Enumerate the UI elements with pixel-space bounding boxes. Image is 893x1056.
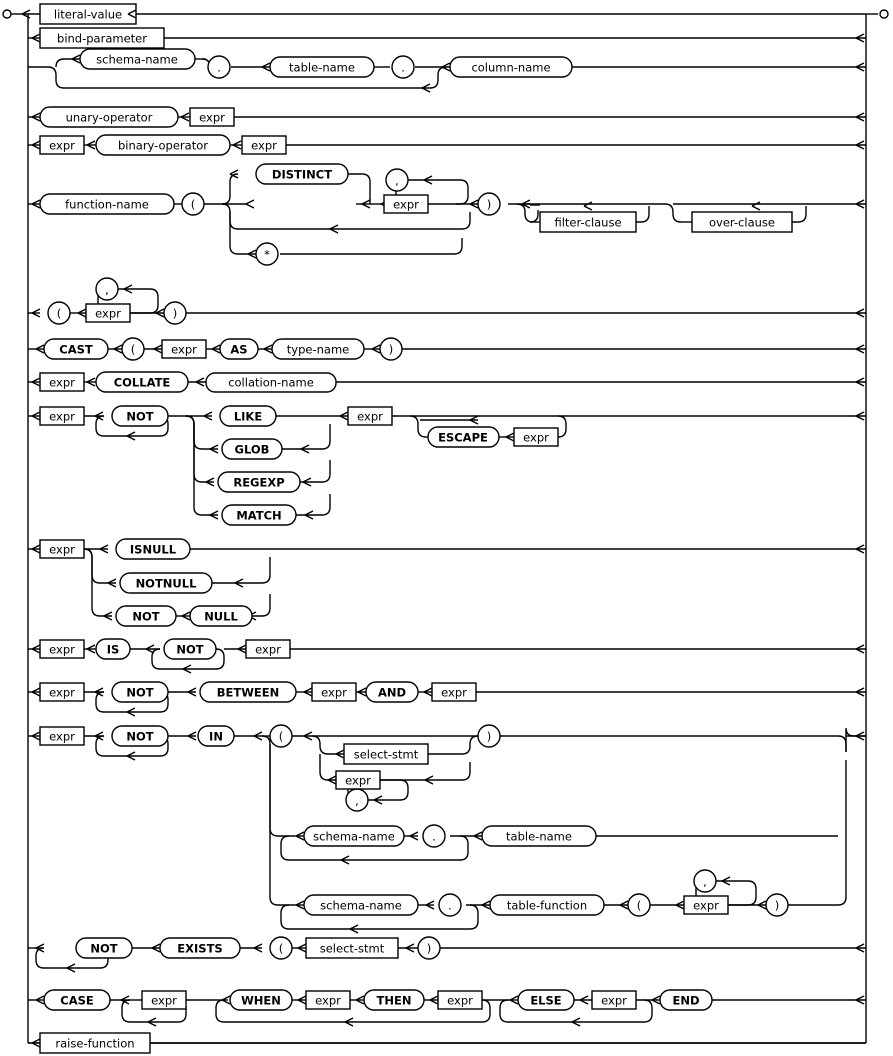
svg-text:expr: expr	[321, 685, 347, 700]
svg-text:): )	[426, 941, 432, 956]
node-expr-is-left[interactable]	[40, 640, 84, 658]
svg-text:): )	[774, 898, 780, 913]
svg-text:expr: expr	[49, 642, 75, 657]
node-filter-clause[interactable]	[540, 212, 636, 232]
svg-text:expr: expr	[441, 685, 467, 700]
node-keyword-not-between[interactable]	[112, 682, 168, 702]
svg-text:ISNULL: ISNULL	[129, 542, 177, 557]
svg-text:expr: expr	[523, 430, 549, 445]
svg-text:.: .	[217, 60, 221, 75]
node-table-name-in[interactable]	[482, 826, 596, 846]
svg-text:table-name: table-name	[289, 60, 355, 75]
node-dot-in[interactable]	[423, 825, 445, 847]
svg-text:(: (	[278, 941, 284, 956]
node-keyword-as[interactable]	[220, 339, 258, 359]
svg-text:*: *	[264, 247, 270, 262]
node-keyword-null[interactable]	[190, 606, 252, 626]
node-comma-func[interactable]	[386, 169, 408, 191]
node-expr-func-arg[interactable]	[384, 195, 428, 213]
svg-text:IS: IS	[106, 642, 120, 657]
node-keyword-then[interactable]	[364, 990, 424, 1010]
node-expr-when[interactable]	[306, 991, 350, 1009]
node-keyword-glob[interactable]	[222, 439, 282, 459]
node-comma-in-list[interactable]	[346, 789, 368, 811]
node-expr-between[interactable]	[40, 683, 84, 701]
svg-text:literal-value: literal-value	[53, 7, 123, 22]
svg-text:NOT: NOT	[126, 729, 154, 744]
svg-text:LIKE: LIKE	[233, 409, 263, 424]
svg-text:WHEN: WHEN	[241, 993, 281, 1008]
svg-text:function-name: function-name	[65, 197, 149, 212]
svg-text:expr: expr	[199, 110, 225, 125]
node-expr-collate[interactable]	[40, 373, 84, 391]
svg-text:,: ,	[355, 793, 359, 808]
node-keyword-case[interactable]	[44, 990, 110, 1010]
node-rparen-func[interactable]	[478, 193, 500, 215]
svg-text:expr: expr	[49, 409, 75, 424]
node-column-name[interactable]	[450, 57, 572, 77]
node-expr-like[interactable]	[40, 407, 84, 425]
node-expr-is-right[interactable]	[246, 640, 290, 658]
node-lparen-in[interactable]	[270, 725, 292, 747]
svg-text:filter-clause: filter-clause	[554, 215, 622, 230]
node-keyword-regexp[interactable]	[218, 472, 300, 492]
node-bind-parameter[interactable]	[40, 28, 164, 48]
node-dot-2[interactable]	[392, 56, 414, 78]
svg-text:): )	[486, 729, 492, 744]
svg-text:CASE: CASE	[60, 993, 94, 1008]
svg-text:expr: expr	[49, 138, 75, 153]
node-unary-operator[interactable]	[40, 107, 178, 127]
svg-text:expr: expr	[151, 993, 177, 1008]
svg-text:expr: expr	[345, 773, 371, 788]
node-keyword-not-exists[interactable]	[76, 938, 132, 958]
node-keyword-escape[interactable]	[428, 427, 499, 447]
svg-text:schema-name: schema-name	[320, 898, 402, 913]
svg-text:bind-parameter: bind-parameter	[57, 31, 147, 46]
svg-text:(: (	[278, 729, 284, 744]
svg-text:(: (	[190, 197, 196, 212]
svg-text:NOTNULL: NOTNULL	[135, 576, 197, 591]
svg-text:BETWEEN: BETWEEN	[216, 685, 280, 700]
svg-text:(: (	[636, 898, 642, 913]
node-keyword-else[interactable]	[518, 990, 574, 1010]
svg-text:NOT: NOT	[126, 409, 154, 424]
svg-text:AS: AS	[230, 342, 248, 357]
node-rparen-list[interactable]	[164, 302, 186, 324]
node-table-function[interactable]	[490, 895, 604, 915]
node-lparen-exists[interactable]	[270, 937, 292, 959]
svg-text:END: END	[672, 993, 700, 1008]
node-function-name[interactable]	[40, 194, 174, 214]
node-expr-in-list[interactable]	[336, 771, 380, 789]
node-schema-name-in[interactable]	[304, 826, 404, 846]
node-keyword-and[interactable]	[366, 682, 418, 702]
node-dot-tf[interactable]	[439, 894, 461, 916]
node-binary-operator[interactable]	[96, 135, 230, 155]
svg-text:table-name: table-name	[506, 829, 572, 844]
svg-text:(: (	[130, 342, 136, 357]
node-keyword-distinct[interactable]	[256, 164, 348, 184]
svg-text:unary-operator: unary-operator	[65, 110, 153, 125]
node-keyword-not-like[interactable]	[112, 406, 168, 426]
node-lparen-func[interactable]	[182, 193, 204, 215]
svg-text:expr: expr	[171, 342, 197, 357]
node-expr-isnull[interactable]	[40, 540, 84, 558]
node-type-name[interactable]	[272, 339, 364, 359]
node-collation-name[interactable]	[206, 373, 336, 392]
svg-text:expr: expr	[251, 138, 277, 153]
node-expr-else[interactable]	[592, 991, 636, 1009]
node-expr-list[interactable]	[86, 304, 130, 322]
svg-text:): )	[172, 306, 178, 321]
svg-text:expr: expr	[601, 993, 627, 1008]
node-keyword-end[interactable]	[660, 990, 712, 1010]
svg-text:binary-operator: binary-operator	[118, 138, 208, 153]
node-keyword-isnull[interactable]	[116, 539, 190, 559]
svg-text:CAST: CAST	[59, 342, 93, 357]
svg-text:over-clause: over-clause	[709, 215, 775, 230]
node-expr-case[interactable]	[142, 991, 186, 1009]
svg-text:expr: expr	[49, 729, 75, 744]
node-expr-between-low[interactable]	[312, 683, 356, 701]
svg-text:expr: expr	[49, 542, 75, 557]
svg-text:(: (	[56, 306, 62, 321]
svg-text:expr: expr	[255, 642, 281, 657]
svg-text:AND: AND	[377, 685, 407, 700]
node-select-stmt-exists[interactable]	[306, 938, 398, 958]
svg-text:schema-name: schema-name	[313, 829, 395, 844]
svg-text:type-name: type-name	[286, 342, 350, 357]
svg-text:): )	[486, 197, 492, 212]
svg-text:EXISTS: EXISTS	[177, 941, 223, 956]
node-star-func[interactable]	[256, 243, 278, 265]
svg-text:expr: expr	[693, 898, 719, 913]
svg-text:NOT: NOT	[132, 609, 160, 624]
node-lparen-tf[interactable]	[628, 894, 650, 916]
node-literal-value[interactable]	[40, 4, 136, 24]
svg-text:IN: IN	[209, 729, 223, 744]
node-schema-name-tf[interactable]	[304, 895, 418, 915]
node-expr-escape[interactable]	[514, 428, 558, 446]
svg-text:expr: expr	[315, 993, 341, 1008]
node-keyword-when[interactable]	[230, 990, 292, 1010]
svg-text:,: ,	[395, 173, 399, 188]
svg-text:.: .	[448, 898, 452, 913]
node-expr-binary-left[interactable]	[40, 136, 84, 154]
svg-text:schema-name: schema-name	[96, 52, 178, 67]
node-lparen-cast[interactable]	[122, 338, 144, 360]
node-select-stmt-in[interactable]	[344, 744, 428, 764]
node-keyword-not-null[interactable]	[116, 606, 176, 626]
node-keyword-notnull[interactable]	[120, 573, 212, 593]
svg-text:,: ,	[703, 874, 707, 889]
svg-text:ELSE: ELSE	[530, 993, 562, 1008]
svg-text:.: .	[432, 829, 436, 844]
node-keyword-not-is[interactable]	[164, 639, 216, 659]
svg-text:expr: expr	[447, 993, 473, 1008]
node-keyword-cast[interactable]	[44, 339, 108, 359]
node-raise-function[interactable]	[40, 1033, 150, 1053]
node-keyword-is[interactable]	[96, 639, 130, 659]
node-over-clause[interactable]	[692, 212, 792, 232]
node-rparen-in[interactable]	[478, 725, 500, 747]
svg-text:NOT: NOT	[90, 941, 118, 956]
node-expr-in[interactable]	[40, 727, 84, 745]
node-keyword-match[interactable]	[222, 505, 296, 525]
node-expr-cast[interactable]	[162, 340, 206, 358]
svg-text:REGEXP: REGEXP	[233, 475, 285, 490]
node-rparen-cast[interactable]	[380, 338, 402, 360]
node-schema-name-1[interactable]	[80, 49, 195, 69]
node-rparen-exists[interactable]	[418, 937, 440, 959]
svg-text:select-stmt: select-stmt	[353, 747, 419, 762]
svg-text:NOT: NOT	[126, 685, 154, 700]
svg-text:ESCAPE: ESCAPE	[438, 430, 488, 445]
svg-text:NULL: NULL	[204, 609, 238, 624]
svg-text:THEN: THEN	[376, 993, 412, 1008]
node-keyword-like[interactable]	[220, 406, 276, 426]
svg-text:DISTINCT: DISTINCT	[271, 167, 333, 182]
node-keyword-between[interactable]	[200, 682, 296, 702]
svg-text:GLOB: GLOB	[234, 442, 270, 457]
svg-text:,: ,	[105, 282, 109, 297]
svg-text:column-name: column-name	[471, 60, 551, 75]
node-expr-tf[interactable]	[684, 896, 728, 914]
node-keyword-not-in[interactable]	[112, 726, 168, 746]
svg-text:expr: expr	[95, 306, 121, 321]
node-expr-between-high[interactable]	[432, 683, 476, 701]
node-rparen-tf[interactable]	[766, 894, 788, 916]
svg-text:): )	[388, 342, 394, 357]
node-keyword-collate[interactable]	[96, 372, 188, 392]
node-keyword-in[interactable]	[198, 726, 234, 746]
svg-text:expr: expr	[393, 197, 419, 212]
node-keyword-exists[interactable]	[160, 938, 240, 958]
node-expr-then[interactable]	[438, 991, 482, 1009]
svg-text:collation-name: collation-name	[228, 375, 314, 390]
node-expr-binary-right[interactable]	[242, 136, 286, 154]
node-expr-like-pattern[interactable]	[348, 407, 392, 425]
node-lparen-list[interactable]	[48, 302, 70, 324]
svg-text:table-function: table-function	[506, 898, 588, 913]
svg-text:NOT: NOT	[176, 642, 204, 657]
node-expr-unary[interactable]	[190, 108, 234, 126]
svg-text:expr: expr	[49, 685, 75, 700]
node-table-name-1[interactable]	[270, 57, 374, 77]
svg-text:select-stmt: select-stmt	[319, 941, 385, 956]
svg-text:MATCH: MATCH	[236, 508, 282, 523]
svg-text:.: .	[401, 60, 405, 75]
svg-text:COLLATE: COLLATE	[113, 375, 171, 390]
node-comma-tf[interactable]	[694, 870, 716, 892]
node-dot-1[interactable]	[208, 56, 230, 78]
node-comma-list[interactable]	[96, 278, 118, 300]
svg-text:raise-function: raise-function	[55, 1036, 135, 1051]
svg-text:expr: expr	[357, 409, 383, 424]
svg-text:expr: expr	[49, 375, 75, 390]
